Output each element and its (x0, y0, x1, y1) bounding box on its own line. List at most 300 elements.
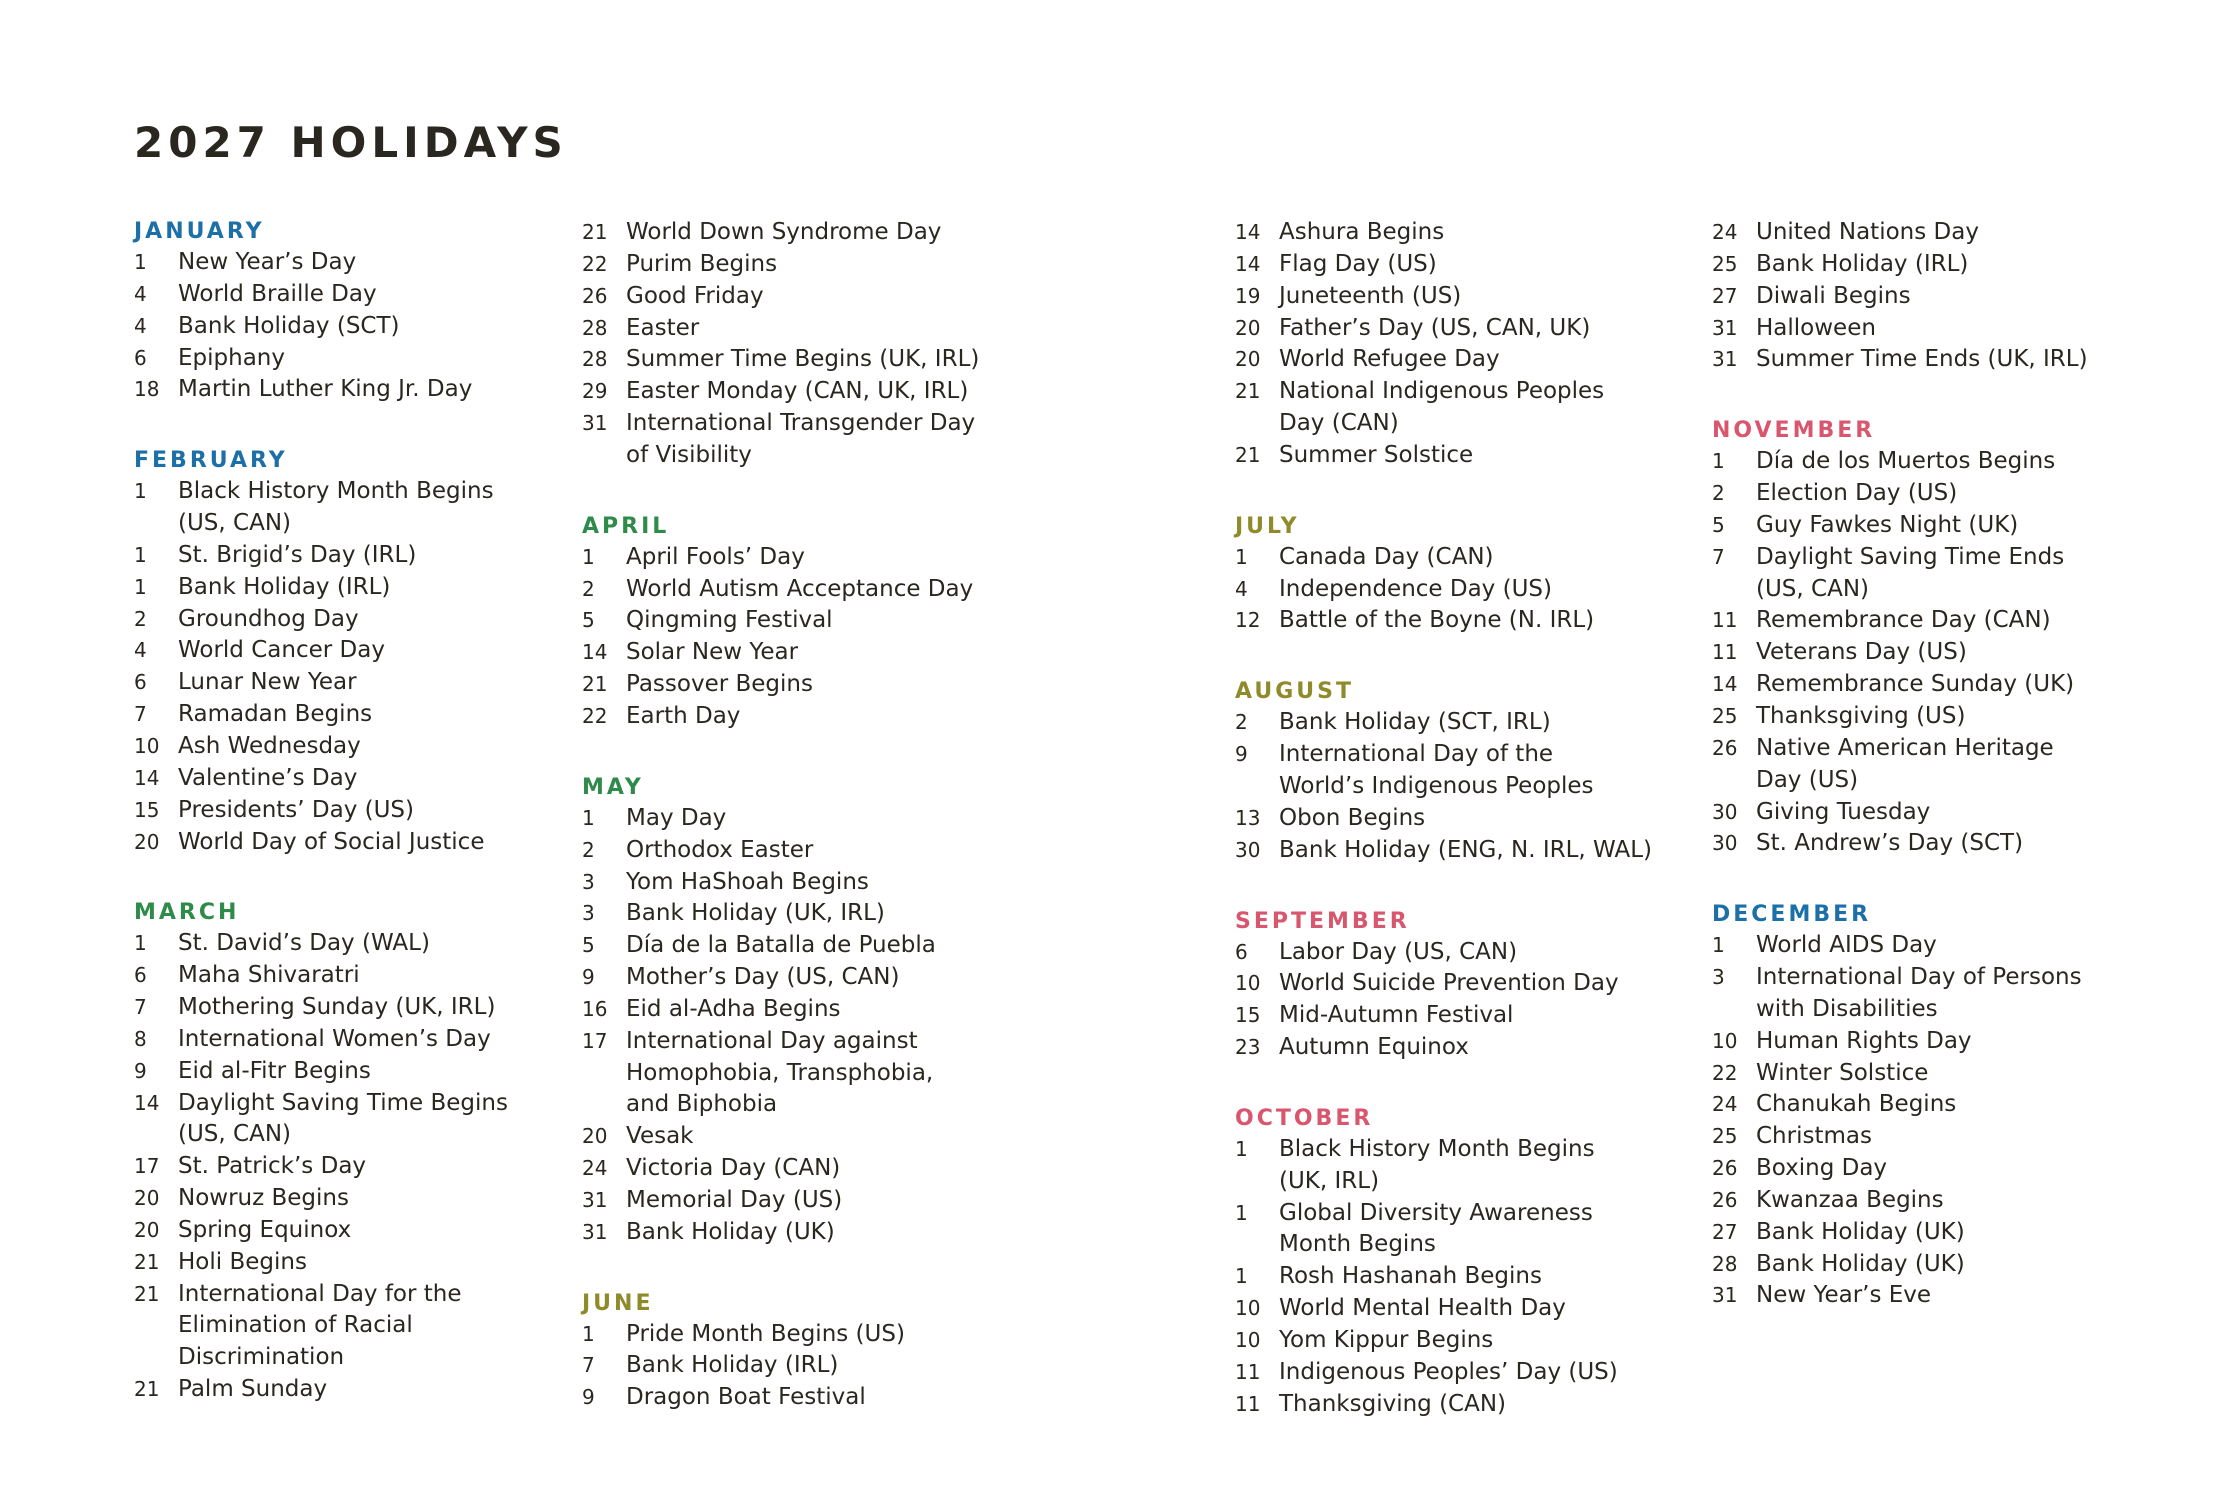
month-july (1235, 512, 1652, 638)
column-3 (1235, 217, 1652, 1460)
holiday-name (1756, 605, 2051, 637)
holiday-entry (1712, 249, 2088, 281)
holiday-name (1756, 669, 2074, 701)
holiday-name (1756, 1058, 1928, 1090)
month-heading: MAY (582, 774, 644, 800)
holiday-name (1279, 313, 1590, 345)
holiday-name (1756, 1089, 1956, 1121)
holiday-name-line: Eid al-Adha Begins (626, 995, 841, 1022)
holiday-day: 21 (1235, 379, 1261, 404)
holiday-name-line: Presidents’ Day (US) (178, 796, 414, 823)
holiday-day: 8 (134, 1026, 147, 1051)
holiday-name (178, 374, 472, 406)
holiday-name-line: International Day of the (1279, 741, 1554, 768)
holiday-name-line: Earth Day (626, 702, 741, 729)
column-1 (134, 217, 508, 1446)
month-august (1235, 677, 1652, 866)
holiday-day: 28 (582, 315, 608, 340)
holiday-name-line: Good Friday (626, 282, 764, 309)
holiday-day: 2 (1712, 481, 1725, 506)
holiday-name-line: Flag Day (US) (1279, 250, 1437, 277)
month-heading: JANUARY (134, 219, 265, 244)
holiday-day: 20 (1235, 315, 1261, 340)
holiday-name-line: Rosh Hashanah Begins (1279, 1263, 1542, 1290)
holiday-name-line: St. Andrew’s Day (SCT) (1756, 830, 2024, 857)
holiday-entry (1712, 1058, 2088, 1090)
holiday-name-line: Mid-Autumn Festival (1279, 1002, 1514, 1029)
holiday-entry (582, 930, 979, 962)
holiday-name-line: Ramadan Begins (178, 701, 373, 728)
holiday-day: 14 (1712, 672, 1738, 697)
holiday-name (178, 604, 359, 636)
holiday-entry (1235, 1389, 1652, 1421)
holiday-day: 26 (1712, 1156, 1738, 1181)
holiday-day: 31 (1712, 347, 1738, 372)
holiday-name-line: International Women’s Day (178, 1025, 491, 1052)
holiday-name-line: St. Patrick’s Day (178, 1153, 367, 1180)
holiday-name (626, 281, 764, 313)
holiday-day: 9 (582, 965, 595, 990)
holiday-name-line: (US, CAN) (1756, 575, 1870, 602)
holiday-name-line: (US, CAN) (178, 510, 292, 537)
holiday-name (178, 928, 430, 960)
holiday-entry (1712, 828, 2088, 860)
holiday-name (626, 542, 805, 574)
holiday-name-line: Father’s Day (US, CAN, UK) (1279, 314, 1591, 341)
holiday-name-line: Autumn Equinox (1279, 1034, 1469, 1061)
holiday-entry (582, 669, 979, 701)
holiday-day: 14 (134, 765, 160, 790)
holiday-day: 1 (134, 574, 147, 599)
holiday-name (178, 827, 484, 859)
holiday-day: 27 (1712, 1219, 1738, 1244)
holiday-name (626, 1185, 842, 1217)
holiday-day: 14 (1235, 220, 1261, 244)
holiday-name-line: Palm Sunday (178, 1376, 328, 1403)
holiday-entry (582, 408, 979, 472)
holiday-day: 4 (134, 281, 147, 306)
holiday-name (1756, 930, 1937, 962)
holiday-entry (1235, 1261, 1652, 1293)
holiday-name (178, 1279, 462, 1375)
holiday-entry (582, 803, 979, 835)
holiday-entry (134, 343, 508, 375)
holiday-name (1756, 637, 1967, 669)
holiday-name-line: Black History Month Begins (1279, 1135, 1595, 1162)
holiday-name-line: Thanksgiving (US) (1756, 702, 1966, 729)
holiday-day: 1 (582, 544, 595, 569)
holiday-entry (134, 374, 508, 406)
holiday-name (1756, 313, 1876, 345)
holiday-day: 26 (582, 283, 608, 308)
holiday-day: 15 (134, 797, 160, 822)
holiday-name-line: Battle of the Boyne (N. IRL) (1279, 607, 1595, 634)
holiday-day: 2 (1235, 710, 1248, 735)
holiday-entry (582, 344, 979, 376)
holiday-name (626, 574, 973, 606)
holiday-entry (582, 835, 979, 867)
holiday-entry (1712, 605, 2088, 637)
holiday-entry (582, 249, 979, 281)
holiday-name-line: World’s Indigenous Peoples (1279, 772, 1594, 799)
column-2 (582, 217, 979, 1454)
month-continued (1712, 217, 2088, 376)
holiday-name (626, 637, 798, 669)
holiday-name-line: Native American Heritage (1756, 734, 2054, 761)
holiday-name (178, 572, 390, 604)
holiday-name-line: Groundhog Day (178, 605, 359, 632)
holiday-name-line: World Down Syndrome Day (626, 219, 942, 245)
holiday-name (1756, 1185, 1944, 1217)
month-heading: SEPTEMBER (1235, 908, 1410, 934)
holiday-name (1279, 344, 1500, 376)
holiday-day: 7 (134, 702, 147, 727)
month-january (134, 217, 508, 406)
month-february (134, 446, 508, 858)
month-heading: FEBRUARY (134, 448, 288, 474)
holiday-name-line: Independence Day (US) (1279, 575, 1552, 602)
holiday-day: 5 (582, 933, 595, 958)
holiday-name (1756, 1280, 1931, 1312)
month-heading: OCTOBER (1235, 1105, 1374, 1131)
holiday-day: 21 (582, 672, 608, 697)
holiday-name (1279, 217, 1444, 249)
holiday-name-line: World Day of Social Justice (178, 828, 485, 855)
holiday-day: 21 (134, 1249, 160, 1274)
holiday-entry (134, 247, 508, 279)
holiday-name (1756, 962, 2082, 1026)
holiday-name-line: Solar New Year (626, 639, 799, 666)
holiday-name-line: Bank Holiday (SCT, IRL) (1279, 709, 1551, 736)
holiday-name-line: National Indigenous Peoples (1279, 378, 1605, 405)
holiday-entry (1712, 669, 2088, 701)
holiday-name-line: United Nations Day (1756, 219, 1979, 245)
holiday-entry (134, 540, 508, 572)
holiday-day: 26 (1712, 735, 1738, 760)
holiday-name (1756, 701, 1965, 733)
holiday-day: 21 (582, 220, 608, 244)
holiday-entry (134, 795, 508, 827)
holiday-name-line: Chanukah Begins (1756, 1091, 1957, 1118)
month-continued (1235, 217, 1652, 472)
holiday-name (1756, 1121, 1872, 1153)
holiday-name (1279, 835, 1652, 867)
holiday-entry (1235, 605, 1652, 637)
holiday-name (626, 217, 941, 249)
month-heading: AUGUST (1235, 679, 1354, 705)
holiday-entry (582, 313, 979, 345)
holiday-day: 4 (1235, 576, 1248, 601)
holiday-name (1279, 707, 1551, 739)
holiday-name-line: Bank Holiday (SCT) (178, 312, 400, 339)
holiday-day: 16 (582, 996, 608, 1021)
holiday-name (1756, 446, 2055, 478)
holiday-name-line: Guy Fawkes Night (UK) (1756, 511, 2019, 538)
holiday-name (1756, 281, 1911, 313)
holiday-day: 31 (582, 1219, 608, 1244)
holiday-name (1756, 249, 1968, 281)
month-december (1712, 900, 2088, 1312)
holiday-name (626, 376, 968, 408)
holiday-entry (134, 928, 508, 960)
holiday-day: 14 (134, 1090, 160, 1115)
holiday-name-line: Day (US) (1756, 766, 1859, 793)
holiday-name (626, 408, 975, 472)
holiday-name (1756, 1249, 1965, 1281)
holiday-name-line: (UK, IRL) (1279, 1167, 1380, 1194)
holiday-name (178, 1374, 327, 1406)
holiday-entry (1235, 968, 1652, 1000)
holiday-entry (582, 1382, 979, 1414)
holiday-name-line: Christmas (1756, 1123, 1872, 1150)
holiday-entry (134, 1279, 508, 1375)
holiday-day: 20 (134, 1186, 160, 1211)
holiday-name-line: Día de los Muertos Begins (1756, 448, 2056, 475)
holiday-name-line: Thanksgiving (CAN) (1279, 1390, 1507, 1417)
holiday-entry (582, 962, 979, 994)
holiday-name (626, 1382, 866, 1414)
holiday-name-line: Yom HaShoah Begins (626, 868, 869, 895)
page-title: 2027 HOLIDAYS (134, 118, 568, 167)
holiday-name (1279, 1198, 1593, 1262)
holiday-name (1279, 574, 1552, 606)
holiday-day: 11 (1712, 640, 1738, 665)
holiday-entry (582, 1350, 979, 1382)
holiday-day: 3 (1712, 965, 1725, 990)
holiday-day: 26 (1712, 1187, 1738, 1212)
holiday-name-line: Valentine’s Day (178, 764, 358, 791)
holiday-entry (1235, 1000, 1652, 1032)
holiday-name-line: St. Brigid’s Day (IRL) (178, 541, 417, 568)
holiday-name-line: Epiphany (178, 344, 285, 371)
holiday-day: 23 (1235, 1035, 1261, 1060)
holiday-name-line: Pride Month Begins (US) (626, 1320, 905, 1347)
holiday-name (626, 1026, 933, 1122)
holiday-day: 11 (1235, 1391, 1261, 1416)
holiday-day: 2 (134, 606, 147, 631)
holiday-name (1279, 1293, 1566, 1325)
holiday-day: 30 (1712, 831, 1738, 856)
holiday-name-line: Ash Wednesday (178, 732, 361, 759)
holiday-name-line: International Transgender Day (626, 410, 976, 437)
holiday-name-line: Diwali Begins (1756, 282, 1911, 309)
holiday-name-line: Ashura Begins (1279, 219, 1445, 245)
holiday-entry (1235, 440, 1652, 472)
holiday-day: 24 (582, 1156, 608, 1181)
holiday-entry (134, 1374, 508, 1406)
holiday-name-line: Halloween (1756, 314, 1876, 341)
holiday-name-line: Mothering Sunday (UK, IRL) (178, 994, 496, 1021)
holiday-name-line: Boxing Day (1756, 1155, 1888, 1182)
holiday-day: 28 (582, 347, 608, 372)
holiday-day: 6 (1235, 939, 1248, 964)
holiday-name-line: Maha Shivaratri (178, 962, 360, 989)
holiday-name (626, 994, 841, 1026)
holiday-name-line: New Year’s Eve (1756, 1282, 1932, 1309)
holiday-name (1756, 542, 2064, 606)
holiday-day: 22 (582, 251, 608, 276)
holiday-entry (134, 667, 508, 699)
holiday-entry (582, 217, 979, 249)
holiday-name (178, 1215, 351, 1247)
month-heading: APRIL (582, 513, 670, 539)
holiday-name (1756, 1153, 1887, 1185)
month-heading: DECEMBER (1712, 902, 1872, 928)
holiday-name-line: Mother’s Day (US, CAN) (626, 964, 900, 991)
holiday-name (1279, 1032, 1469, 1064)
holiday-entry (1712, 217, 2088, 249)
holiday-entry (1235, 217, 1652, 249)
holiday-day: 1 (1712, 449, 1725, 474)
holiday-day: 1 (582, 805, 595, 830)
holiday-entry (582, 994, 979, 1026)
holiday-name (1756, 1026, 1972, 1058)
holiday-entry (582, 898, 979, 930)
holiday-entry (1712, 733, 2088, 797)
holiday-name-line: Month Begins (1279, 1231, 1436, 1258)
holiday-name-line: Orthodox Easter (626, 836, 814, 863)
holiday-day: 9 (134, 1058, 147, 1083)
holiday-entry (1712, 1153, 2088, 1185)
holiday-entry (1235, 249, 1652, 281)
month-heading: JUNE (582, 1290, 654, 1316)
holiday-entry (1712, 542, 2088, 606)
holiday-entry (134, 1024, 508, 1056)
holiday-entry (1712, 446, 2088, 478)
holiday-name-line: May Day (626, 804, 727, 831)
holiday-entry (134, 1056, 508, 1088)
holiday-entry (1235, 281, 1652, 313)
holiday-entry (582, 701, 979, 733)
holiday-name-line: International Day against (626, 1027, 918, 1054)
holiday-day: 11 (1235, 1359, 1261, 1384)
holiday-name-line: Passover Begins (626, 671, 813, 698)
holiday-name (1279, 739, 1594, 803)
holiday-name-line: Qingming Festival (626, 607, 833, 634)
holiday-entry (1235, 835, 1652, 867)
holiday-name-line: Easter (626, 314, 700, 341)
holiday-name (1279, 281, 1461, 313)
holiday-name-line: (US, CAN) (178, 1121, 292, 1148)
holiday-name-line: Bank Holiday (UK) (1756, 1250, 1965, 1277)
holiday-day: 31 (582, 411, 608, 436)
holiday-day: 10 (1235, 1327, 1261, 1352)
holiday-day: 1 (134, 931, 147, 956)
holiday-day: 22 (1712, 1060, 1738, 1085)
holiday-name (178, 795, 414, 827)
holiday-day: 25 (1712, 251, 1738, 276)
holiday-name (178, 667, 357, 699)
holiday-day: 20 (582, 1124, 608, 1149)
holiday-entry (1235, 739, 1652, 803)
holiday-entry (1235, 1325, 1652, 1357)
holiday-day: 24 (1712, 1092, 1738, 1117)
holiday-day: 21 (134, 1281, 160, 1306)
holiday-entry (582, 605, 979, 637)
holiday-name (178, 343, 285, 375)
holiday-name (626, 898, 885, 930)
holiday-entry (582, 542, 979, 574)
holiday-entry (1712, 637, 2088, 669)
holiday-name-line: Día de la Batalla de Puebla (626, 932, 936, 959)
holiday-name (626, 669, 813, 701)
holiday-entry (1712, 1026, 2088, 1058)
column-4 (1712, 217, 2088, 1352)
holiday-name-line: Veterans Day (US) (1756, 639, 1967, 666)
holiday-day: 31 (582, 1187, 608, 1212)
holiday-day: 1 (582, 1321, 595, 1346)
holiday-name (178, 992, 495, 1024)
holiday-name-line: of Visibility (626, 441, 752, 468)
holiday-entry (134, 1183, 508, 1215)
holiday-entry (1235, 937, 1652, 969)
holiday-name-line: Purim Begins (626, 250, 778, 277)
holiday-entry (582, 1026, 979, 1122)
holiday-name-line: Discrimination (178, 1344, 345, 1371)
holiday-day: 6 (134, 963, 147, 988)
holiday-day: 6 (134, 345, 147, 370)
holiday-day: 20 (134, 829, 160, 854)
holiday-entry (1712, 1217, 2088, 1249)
holiday-name-line: Yom Kippur Begins (1279, 1326, 1494, 1353)
holiday-name-line: New Year’s Day (178, 249, 357, 275)
holiday-day: 14 (582, 640, 608, 665)
holiday-entry (1712, 701, 2088, 733)
holiday-entry (134, 960, 508, 992)
holiday-entry (1712, 962, 2088, 1026)
holiday-name-line: Eid al-Fitr Begins (178, 1057, 371, 1084)
holiday-name-line: Bank Holiday (IRL) (178, 573, 391, 600)
holiday-day: 21 (1235, 442, 1261, 467)
holiday-day: 31 (1712, 1283, 1738, 1308)
holiday-entry (1712, 281, 2088, 313)
holiday-name (1279, 1325, 1493, 1357)
holiday-day: 17 (582, 1028, 608, 1053)
holiday-day: 1 (1712, 933, 1725, 958)
holiday-day: 10 (1712, 1028, 1738, 1053)
holiday-day: 29 (582, 379, 608, 404)
holiday-day: 7 (582, 1353, 595, 1378)
holiday-name (1279, 440, 1473, 472)
holiday-name (626, 1153, 840, 1185)
holiday-entry (1235, 803, 1652, 835)
holiday-name (1279, 1261, 1542, 1293)
holiday-name-line: Indigenous Peoples’ Day (US) (1279, 1358, 1618, 1385)
holiday-name-line: Canada Day (CAN) (1279, 543, 1494, 570)
holiday-name-line: Bank Holiday (ENG, N. IRL, WAL) (1279, 836, 1653, 863)
holiday-entry (582, 376, 979, 408)
holiday-day: 7 (1712, 544, 1725, 569)
month-heading: NOVEMBER (1712, 418, 1876, 444)
month-heading: MARCH (134, 900, 240, 926)
holiday-day: 1 (1235, 1264, 1248, 1289)
holiday-entry (1712, 313, 2088, 345)
holiday-entry (1235, 1134, 1652, 1198)
holiday-name (626, 1217, 835, 1249)
holiday-day: 6 (134, 670, 147, 695)
holiday-name (1756, 733, 2054, 797)
holiday-entry (1235, 1357, 1652, 1389)
holiday-entry (1235, 574, 1652, 606)
holiday-name-line: World Braille Day (178, 280, 377, 307)
holiday-name (178, 1151, 366, 1183)
holiday-name-line: Black History Month Begins (178, 478, 494, 505)
holiday-day: 10 (1235, 1296, 1261, 1321)
holiday-name-line: Juneteenth (US) (1279, 282, 1462, 309)
holiday-entry (1235, 542, 1652, 574)
holiday-entry (582, 1185, 979, 1217)
holiday-entry (1712, 1089, 2088, 1121)
